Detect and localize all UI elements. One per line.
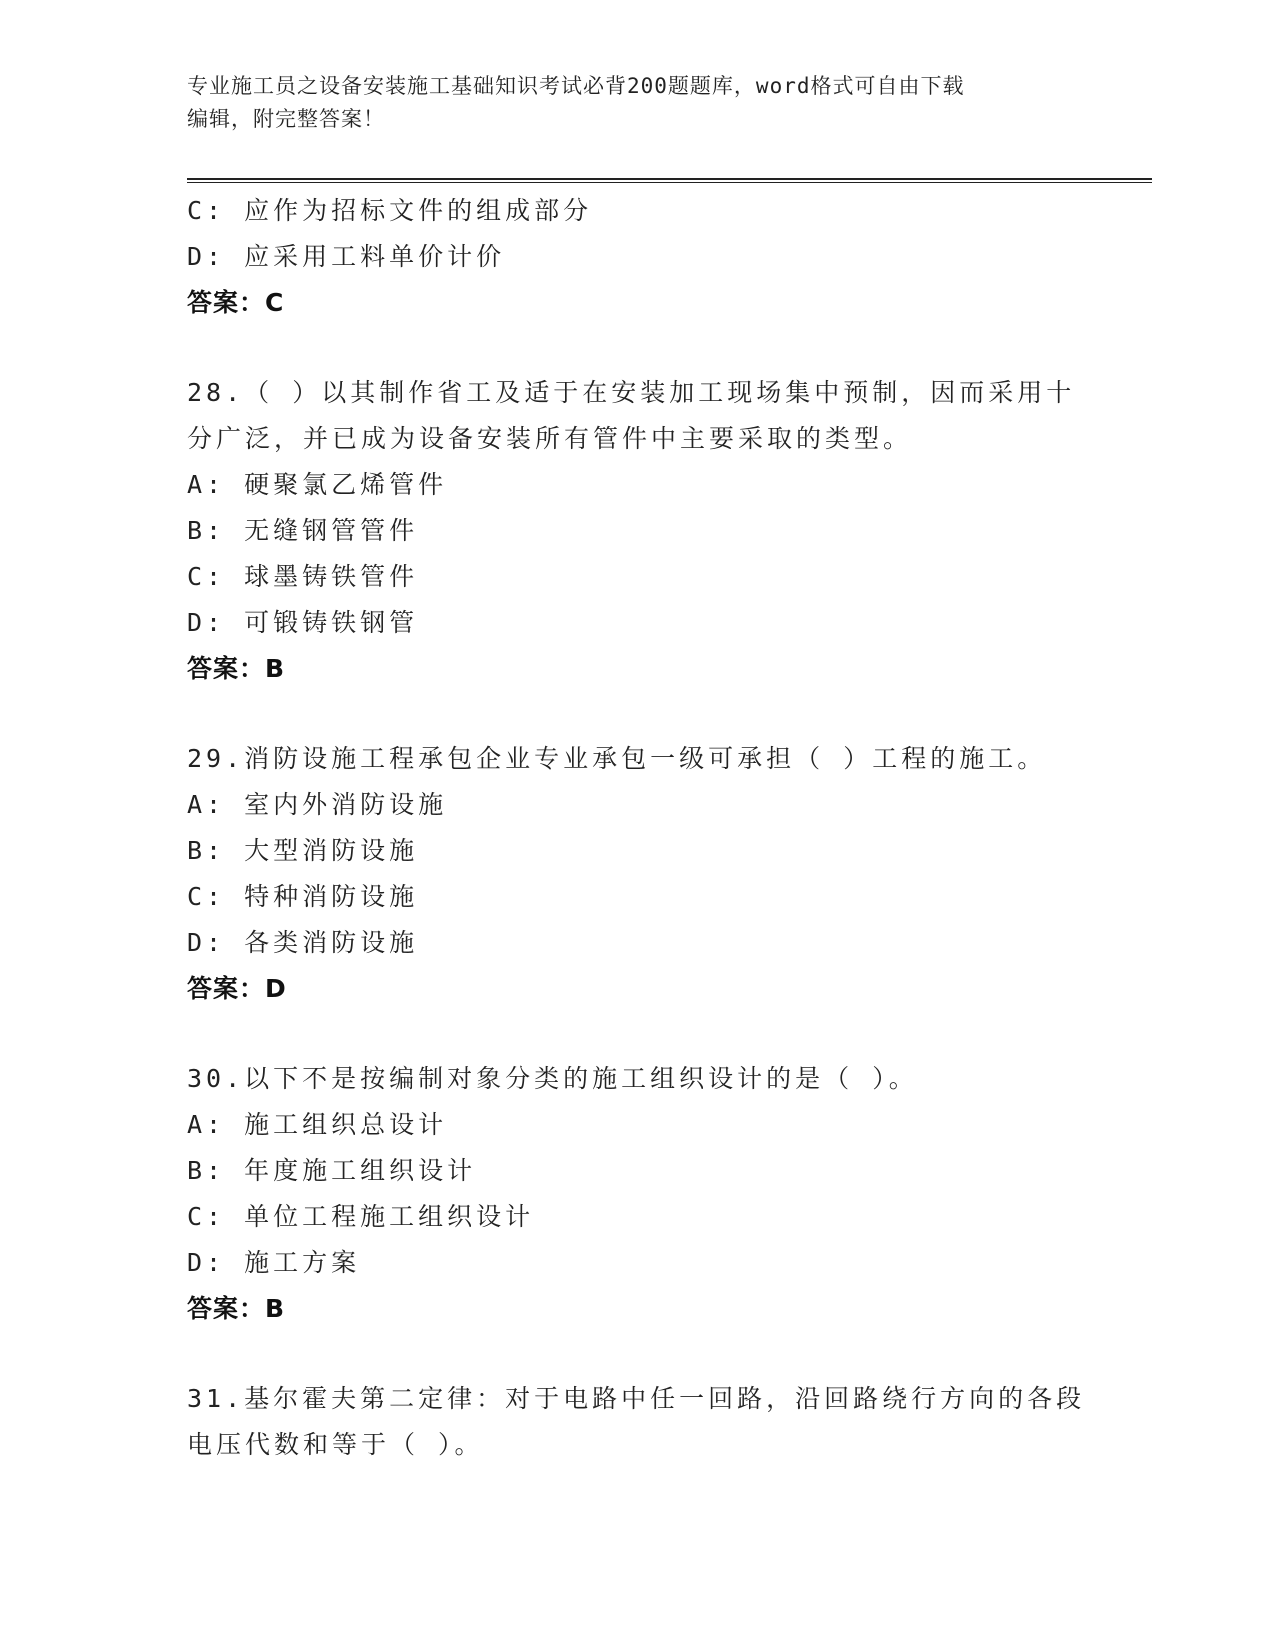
question-31 [187,1376,1087,1468]
question-stem: 30.以下不是按编制对象分类的施工组织设计的是（ ）。 [187,1064,918,1093]
option-b: B: 无缝钢管管件 [187,516,419,545]
option-a: A: 硬聚氯乙烯管件 [187,470,448,499]
spacer [187,1012,1087,1056]
answer: 答案：B [187,1294,286,1323]
question-stem: 分广泛，并已成为设备安装所有管件中主要采取的类型。 [187,424,913,453]
question-28 [187,370,1087,692]
answer: 答案：B [187,654,286,683]
spacer [187,1332,1087,1376]
answer: 答案：D [187,974,287,1003]
header-title-line2: 编辑，附完整答案！ [187,107,385,131]
question-stem: 29.消防设施工程承包企业专业承包一级可承担（ ）工程的施工。 [187,744,1047,773]
option-b: B: 年度施工组织设计 [187,1156,477,1185]
option-c: C: 单位工程施工组织设计 [187,1202,535,1231]
answer: 答案：C [187,288,285,317]
header-divider [187,178,1152,183]
question-list [187,188,1087,1468]
question-stem: 28.（ ）以其制作省工及适于在安装加工现场集中预制，因而采用十 [187,378,1076,407]
question-27-tail [187,188,1087,326]
question-30 [187,1056,1087,1332]
option-c: C: 应作为招标文件的组成部分 [187,196,593,225]
option-d: D: 各类消防设施 [187,928,419,957]
document-header [187,70,1067,136]
option-c: C: 特种消防设施 [187,882,419,911]
option-c: C: 球墨铸铁管件 [187,562,419,591]
spacer [187,692,1087,736]
option-d: D: 可锻铸铁钢管 [187,608,419,637]
option-d: D: 应采用工料单价计价 [187,242,506,271]
option-a: A: 施工组织总设计 [187,1110,448,1139]
option-a: A: 室内外消防设施 [187,790,448,819]
question-stem: 31.基尔霍夫第二定律：对于电路中任一回路，沿回路绕行方向的各段 [187,1384,1086,1413]
question-29 [187,736,1087,1012]
question-stem: 电压代数和等于（ ）。 [187,1430,484,1459]
header-title-line1: 专业施工员之设备安装施工基础知识考试必背200题题库，word格式可自由下载 [187,74,965,98]
spacer [187,326,1087,370]
option-d: D: 施工方案 [187,1248,361,1277]
option-b: B: 大型消防设施 [187,836,419,865]
